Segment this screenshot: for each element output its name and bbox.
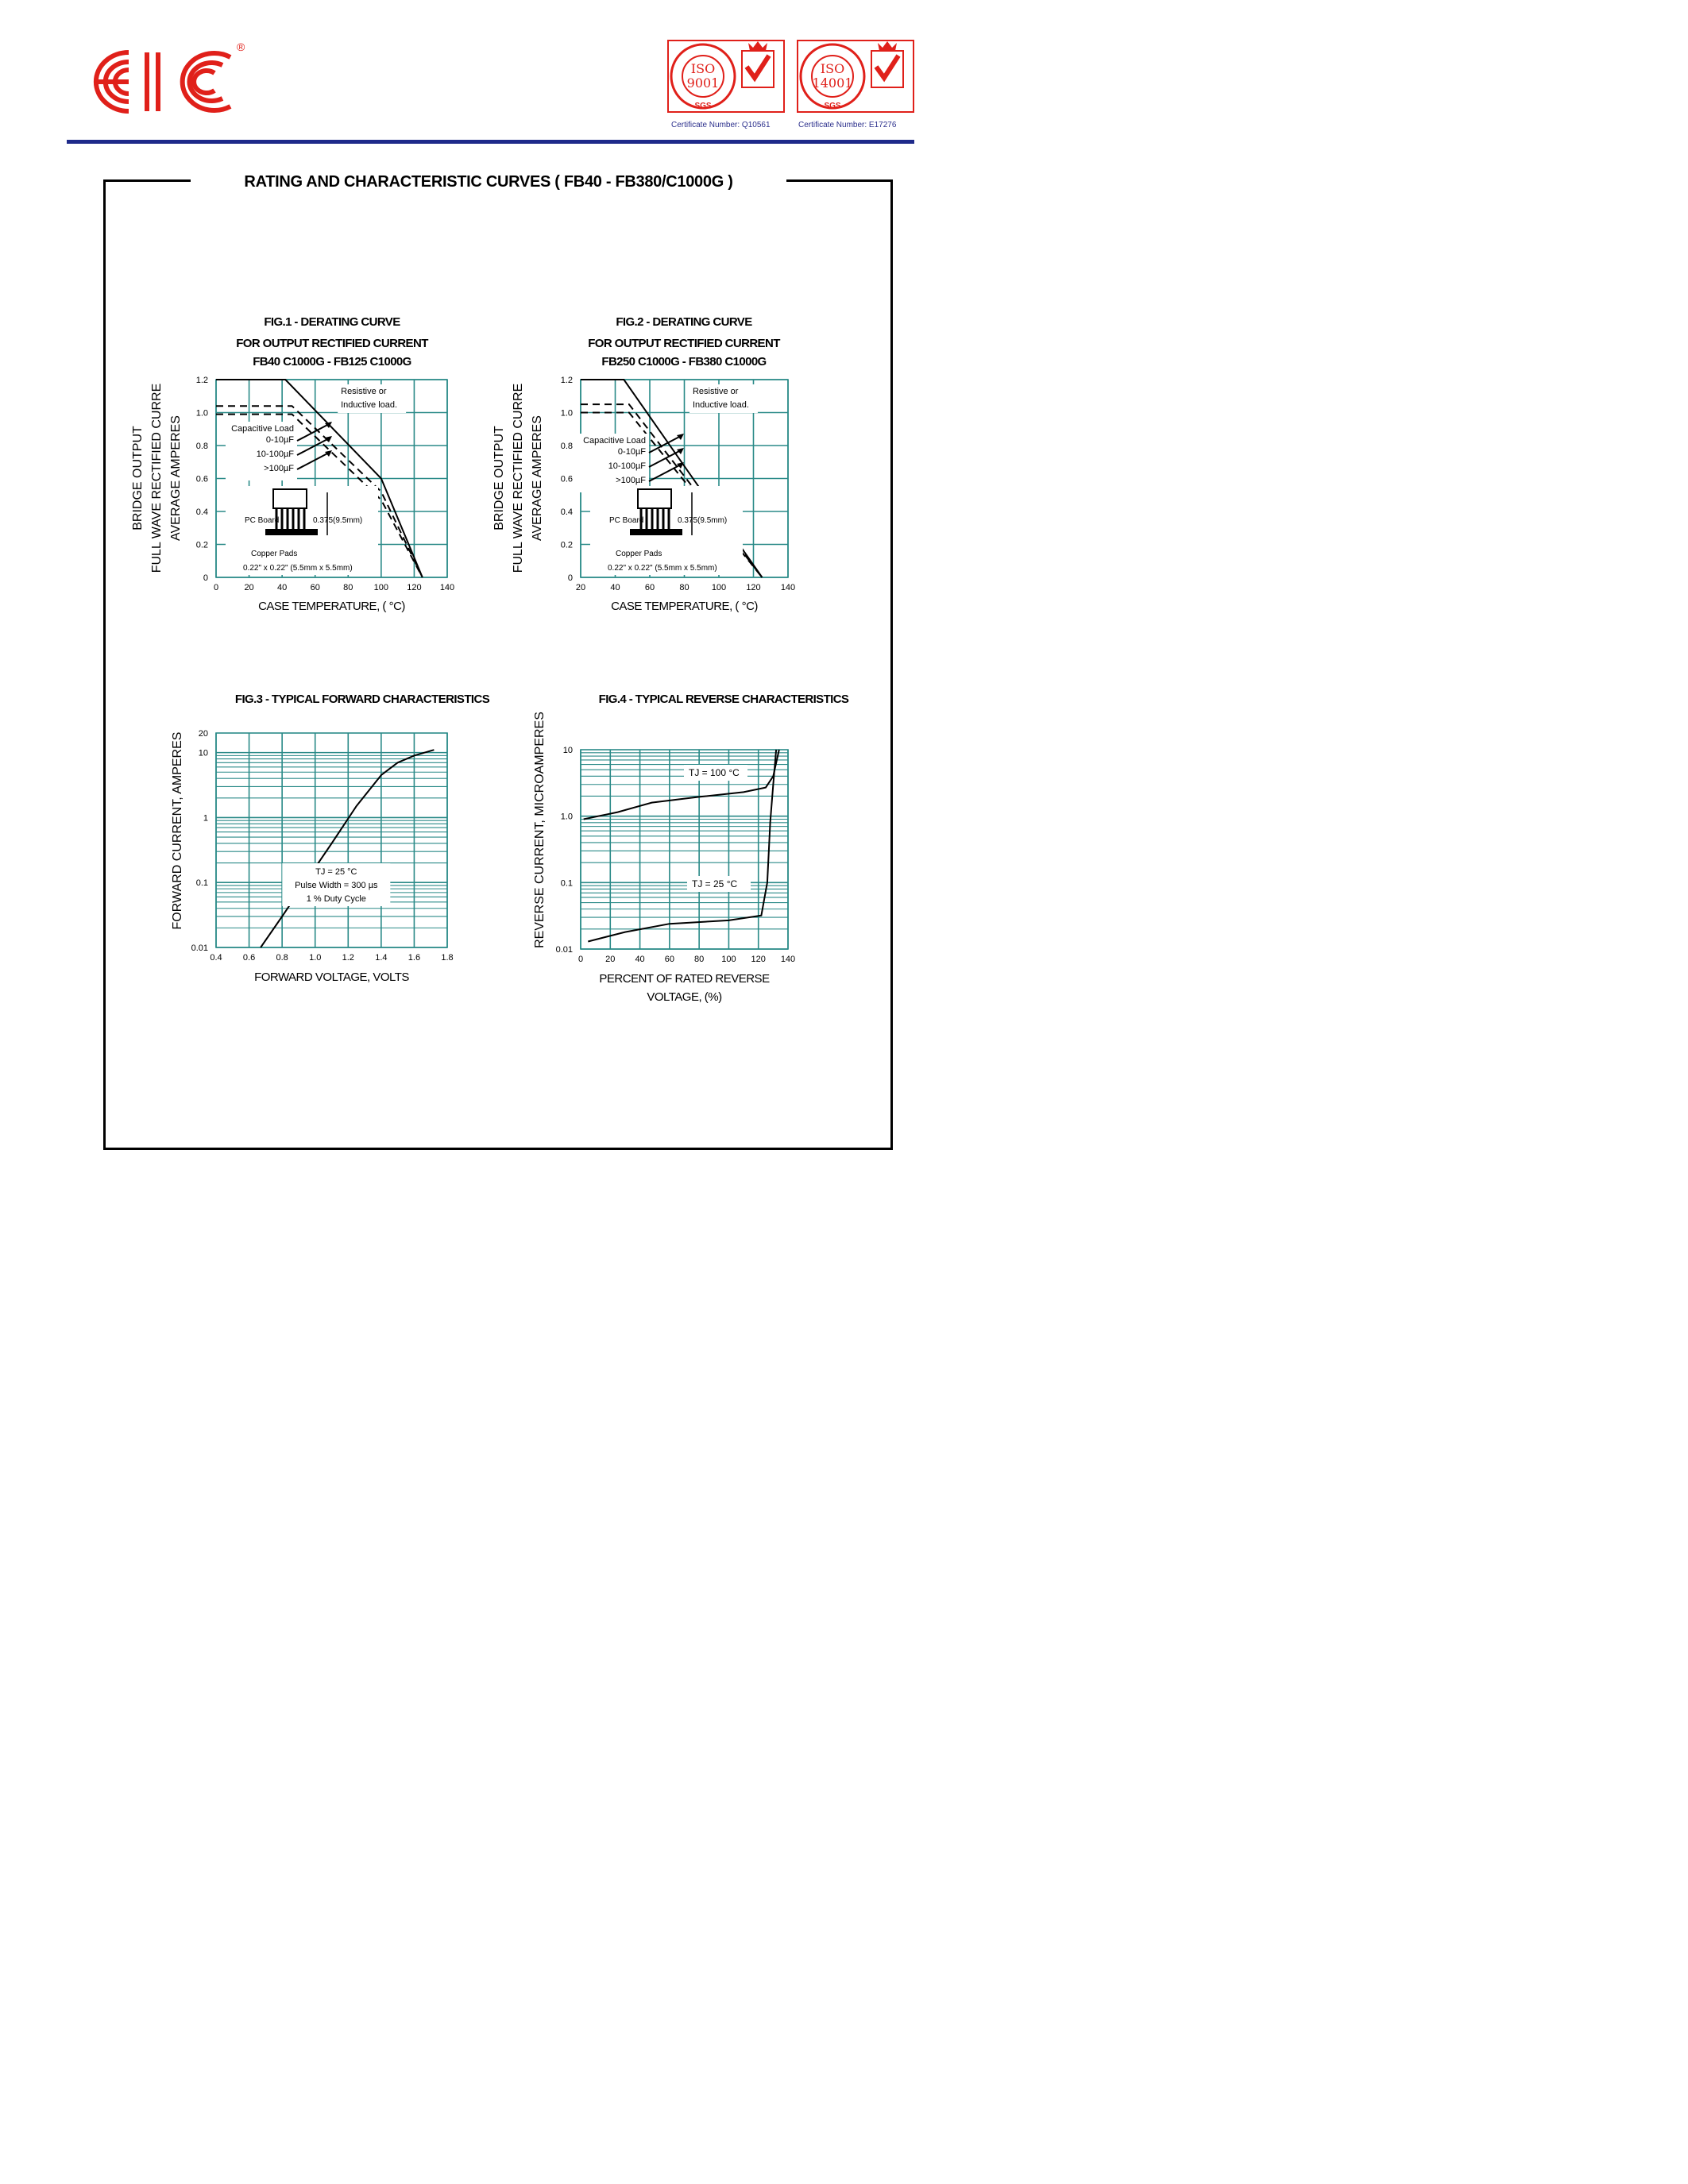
arrow-line <box>297 452 330 469</box>
annotation-capacitive-line: >100µF <box>616 476 646 485</box>
series-line <box>261 750 434 947</box>
x-axis-label: PERCENT OF RATED REVERSE <box>599 972 770 986</box>
chart-grid <box>216 733 447 947</box>
x-tick-label: 1.4 <box>375 953 388 963</box>
series-label: TJ = 100 °C <box>689 767 740 778</box>
annotation-board-line: PC Board <box>609 516 644 525</box>
x-tick-label: 40 <box>277 583 288 592</box>
y-tick-label: 0.2 <box>195 540 208 550</box>
annotation-capacitive-line: 10-100µF <box>256 450 294 459</box>
y-tick-label: 1.0 <box>560 812 573 822</box>
x-tick-label: 120 <box>407 583 422 592</box>
x-tick-label: 0 <box>213 583 219 592</box>
annotation-condition-line: 1 % Duty Cycle <box>306 894 366 904</box>
x-tick-label: 60 <box>310 583 320 592</box>
svg-text:ISO: ISO <box>690 61 716 76</box>
chart-fig4 <box>533 693 849 1004</box>
svg-text:9001: 9001 <box>686 75 720 91</box>
x-tick-label: 1.6 <box>408 953 421 963</box>
annotation-capacitive-line: >100µF <box>264 464 294 473</box>
y-tick-label: 20 <box>198 729 208 739</box>
y-tick-label: 0.01 <box>555 945 573 955</box>
x-tick-label: 40 <box>635 955 645 964</box>
x-tick-label: 60 <box>644 583 655 592</box>
y-tick-label: 0.4 <box>560 507 573 517</box>
chart-title-line: FIG.2 - DERATING CURVE <box>616 315 752 329</box>
series-label: TJ = 25 °C <box>692 878 738 889</box>
y-tick-label: 10 <box>198 748 208 758</box>
y-axis-label: REVERSE CURRENT, MICROAMPERES <box>533 712 547 948</box>
x-tick-label: 1.8 <box>441 953 454 963</box>
y-tick-label: 1.2 <box>195 376 208 385</box>
annotation-board-line: 0.22" x 0.22" (5.5mm x 5.5mm) <box>608 564 717 573</box>
bridge-package-icon <box>638 489 671 508</box>
pc-board-icon <box>630 529 682 535</box>
x-tick-label: 60 <box>664 955 674 964</box>
x-axis-label: CASE TEMPERATURE, ( °C) <box>611 600 758 613</box>
x-tick-label: 0.8 <box>276 953 288 963</box>
annotation-load-line: Resistive or <box>692 387 739 396</box>
x-tick-label: 120 <box>746 583 761 592</box>
y-tick-label: 0.8 <box>560 442 573 451</box>
annotation-capacitive-line: 10-100µF <box>608 461 646 471</box>
x-tick-label: 80 <box>679 583 689 592</box>
y-tick-label: 10 <box>562 746 573 755</box>
x-axis-label: VOLTAGE, (%) <box>647 990 722 1004</box>
x-tick-label: 20 <box>605 955 616 964</box>
x-tick-label: 120 <box>751 955 766 964</box>
x-tick-label: 80 <box>694 955 705 964</box>
pc-board-icon <box>265 529 318 535</box>
svg-text:14001: 14001 <box>812 75 853 91</box>
annotation-capacitive-line: 0-10µF <box>265 435 294 445</box>
x-tick-label: 140 <box>780 583 796 592</box>
y-tick-label: 0.01 <box>191 943 208 953</box>
y-axis-label: AVERAGE AMPERES <box>169 415 183 541</box>
x-tick-label: 1.0 <box>309 953 322 963</box>
annotation-capacitive-line: 0-10µF <box>617 447 646 457</box>
certificate-number-e17276: Certificate Number: E17276 <box>798 121 897 129</box>
x-tick-label: 0.4 <box>210 953 222 963</box>
annotation-board-line: 0.375(9.5mm) <box>313 516 363 525</box>
annotation-board-line: Copper Pads <box>251 550 298 558</box>
annotation-board-line: Copper Pads <box>616 550 662 558</box>
x-tick-label: 1.2 <box>342 953 354 963</box>
y-tick-label: 0.6 <box>560 474 573 484</box>
y-axis-label: FORWARD CURRENT, AMPERES <box>171 731 184 930</box>
annotation-board-line: 0.375(9.5mm) <box>678 516 728 525</box>
chart-title-line: FB40 C1000G - FB125 C1000G <box>253 355 411 369</box>
x-tick-label: 40 <box>610 583 620 592</box>
chart-title-line: FIG.3 - TYPICAL FORWARD CHARACTERISTICS <box>234 693 490 706</box>
y-tick-label: 1.0 <box>195 408 208 419</box>
x-tick-label: 0.6 <box>242 953 256 963</box>
chart-fig2 <box>492 315 795 613</box>
annotation-capacitive-line: Capacitive Load <box>583 436 646 446</box>
x-tick-label: 100 <box>373 583 389 592</box>
page-title: RATING AND CHARACTERISTIC CURVES ( FB40 - FB380/C1000G ) <box>191 170 786 194</box>
x-tick-label: 0 <box>577 955 584 964</box>
annotation-condition-line: TJ = 25 °C <box>315 867 357 877</box>
chart-title-line: FIG.4 - TYPICAL REVERSE CHARACTERISTICS <box>598 693 849 706</box>
y-tick-label: 0.6 <box>195 474 208 484</box>
y-axis-label: FULL WAVE RECTIFIED CURRE <box>150 383 164 573</box>
y-tick-label: 0.8 <box>195 442 208 451</box>
y-tick-label: 0.4 <box>195 507 208 517</box>
y-tick-label: 0.1 <box>195 878 208 889</box>
x-tick-label: 100 <box>721 955 736 964</box>
y-tick-label: 0.2 <box>560 540 573 550</box>
annotation-board-line: PC Board <box>245 516 280 525</box>
x-axis-label: FORWARD VOLTAGE, VOLTS <box>254 970 409 984</box>
series-line <box>588 750 776 942</box>
x-tick-label: 80 <box>343 583 353 592</box>
y-tick-label: 0.1 <box>560 878 573 889</box>
y-tick-label: 0 <box>567 573 573 583</box>
y-tick-label: 1 <box>203 813 208 824</box>
y-axis-label: BRIDGE OUTPUT <box>492 426 506 531</box>
y-axis-label: AVERAGE AMPERES <box>531 415 544 541</box>
charts-layer <box>0 0 972 1258</box>
y-tick-label: 1.2 <box>560 376 573 385</box>
x-tick-label: 140 <box>780 955 796 964</box>
annotation-load-line: Inductive load. <box>341 400 398 410</box>
y-tick-label: 0 <box>203 573 208 583</box>
registered-mark: ® <box>237 41 245 53</box>
svg-text:SGS: SGS <box>824 102 841 110</box>
y-tick-label: 1.0 <box>560 408 573 419</box>
x-tick-label: 20 <box>244 583 254 592</box>
chart-fig3 <box>171 693 490 984</box>
y-axis-label: BRIDGE OUTPUT <box>131 426 145 531</box>
x-tick-label: 140 <box>439 583 455 592</box>
bridge-package-icon <box>273 489 307 508</box>
x-axis-label: CASE TEMPERATURE, ( °C) <box>258 600 405 613</box>
svg-text:ISO: ISO <box>820 61 845 76</box>
certificate-number-q10561: Certificate Number: Q10561 <box>671 121 771 129</box>
chart-title-line: FB250 C1000G - FB380 C1000G <box>601 355 767 369</box>
annotation-condition-line: Pulse Width = 300 µs <box>295 881 378 890</box>
annotation-load-line: Resistive or <box>341 387 387 396</box>
x-tick-label: 100 <box>711 583 727 592</box>
y-axis-label: FULL WAVE RECTIFIED CURRE <box>512 383 525 573</box>
chart-title-line: FOR OUTPUT RECTIFIED CURRENT <box>236 337 428 350</box>
x-tick-label: 20 <box>575 583 586 592</box>
svg-text:SGS: SGS <box>694 102 712 110</box>
chart-title-line: FOR OUTPUT RECTIFIED CURRENT <box>588 337 780 350</box>
chart-title-line: FIG.1 - DERATING CURVE <box>264 315 400 329</box>
annotation-capacitive-line: Capacitive Load <box>231 424 294 434</box>
plot-frame <box>216 733 447 947</box>
chart-fig1 <box>131 315 454 613</box>
annotation-load-line: Inductive load. <box>692 400 749 410</box>
annotation-board-line: 0.22" x 0.22" (5.5mm x 5.5mm) <box>243 564 353 573</box>
